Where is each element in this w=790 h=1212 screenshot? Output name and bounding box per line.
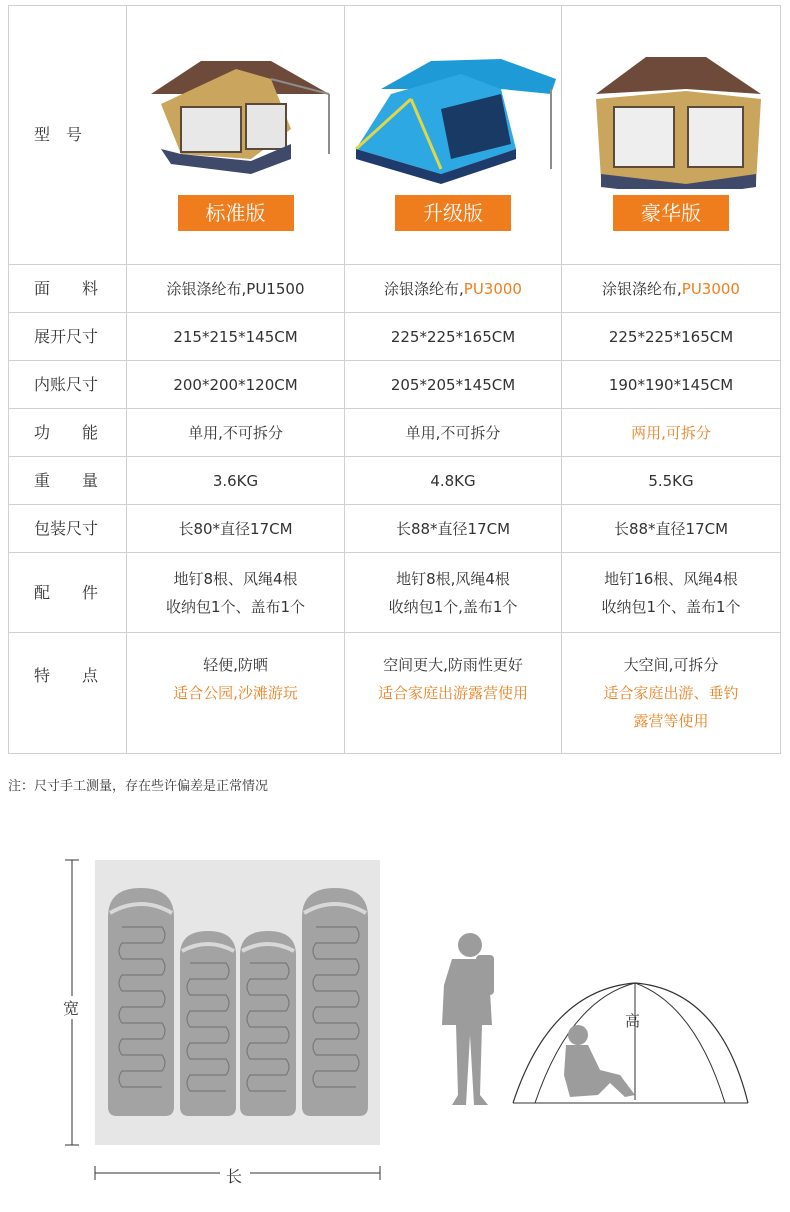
cell-text: 单用,不可拆分	[188, 423, 283, 442]
cell-text: 涂银涤纶布,PU1500	[166, 279, 305, 298]
version-standard	[127, 6, 345, 265]
cell-text: 200*200*120CM	[173, 375, 298, 394]
spec-cell	[127, 505, 345, 553]
cell-text: 地钉8根、风绳4根	[173, 569, 298, 588]
spec-row	[9, 505, 781, 553]
highlight-text: PU3000	[681, 279, 740, 298]
spec-row	[9, 633, 781, 754]
length-label: 长	[226, 1167, 243, 1186]
spec-cell	[562, 265, 781, 313]
cell-text: 5.5KG	[648, 471, 694, 490]
spec-cell	[562, 457, 781, 505]
row-label: 内账尺寸	[9, 361, 127, 409]
spec-row	[9, 553, 781, 633]
cell-text: 轻便,防晒	[203, 656, 268, 674]
tent-height-diagram	[430, 925, 760, 1115]
spec-cell	[127, 553, 345, 633]
cell-text: 225*225*165CM	[608, 327, 734, 346]
cell-text: 地钉8根,风绳4根	[396, 569, 510, 588]
cell-text: 长88*直径17CM	[395, 519, 511, 538]
row-label: 重 量	[9, 457, 127, 505]
spec-row	[9, 457, 781, 505]
version-deluxe-label: 豪华版	[613, 195, 729, 231]
cell-text: 收纳包1个、盖布1个	[165, 597, 306, 616]
cell-text: 大空间,可拆分	[623, 656, 719, 674]
version-upgrade	[345, 6, 562, 265]
tent-deluxe-image	[576, 49, 766, 189]
cell-text: 长88*直径17CM	[613, 519, 729, 538]
spec-cell	[127, 361, 345, 409]
spec-cell	[562, 633, 781, 754]
spec-row	[9, 265, 781, 313]
cell-text: 长80*直径17CM	[178, 519, 293, 538]
spec-cell	[345, 313, 562, 361]
row-label: 面 料	[9, 265, 127, 313]
cell-text: 空间更大,防雨性更好	[383, 656, 523, 674]
spec-cell	[127, 633, 345, 754]
spec-cell	[562, 553, 781, 633]
row-label: 特 点	[9, 633, 127, 754]
version-deluxe	[562, 6, 781, 265]
spec-row	[9, 313, 781, 361]
spec-cell	[345, 265, 562, 313]
cell-text: 215*215*145CM	[173, 327, 298, 346]
width-label: 宽	[63, 996, 79, 1019]
spec-row	[9, 409, 781, 457]
tent-standard-image	[141, 49, 331, 189]
highlight-text: 适合公园,沙滩游玩	[173, 684, 298, 702]
cell-text: 涂银涤纶布,	[602, 279, 682, 298]
cell-text: 地钉16根、风绳4根	[604, 569, 738, 588]
row-label: 包装尺寸	[9, 505, 127, 553]
sitting-person-figure	[564, 1025, 635, 1097]
spec-cell	[345, 409, 562, 457]
spec-cell	[562, 361, 781, 409]
spec-cell	[345, 553, 562, 633]
header-row	[9, 6, 781, 265]
tent-upgrade-image	[351, 49, 556, 189]
cell-text: 收纳包1个,盖布1个	[388, 597, 518, 616]
cell-text: 涂银涤纶布,	[384, 279, 464, 298]
standing-person-figure	[442, 933, 494, 1105]
cell-text: 190*190*145CM	[608, 375, 734, 394]
spec-cell	[562, 409, 781, 457]
height-label: 高	[625, 1012, 641, 1030]
spec-row	[9, 361, 781, 409]
spec-cell	[127, 313, 345, 361]
row-label: 功 能	[9, 409, 127, 457]
cell-text: 205*205*145CM	[390, 375, 516, 394]
highlight-text: 两用,可拆分	[631, 423, 711, 442]
version-standard-label: 标准版	[178, 195, 294, 231]
spec-cell	[345, 361, 562, 409]
row-label: 配 件	[9, 553, 127, 633]
spec-cell	[562, 505, 781, 553]
spec-table	[8, 5, 781, 754]
highlight-text: 适合家庭出游、垂钓	[603, 684, 739, 702]
row-label: 展开尺寸	[9, 313, 127, 361]
spec-cell	[127, 265, 345, 313]
spec-cell	[127, 409, 345, 457]
spec-cell	[345, 633, 562, 754]
highlight-text: 露营等使用	[633, 712, 709, 730]
spec-cell	[127, 457, 345, 505]
row-label-model: 型 号	[9, 6, 127, 265]
cell-text: 4.8KG	[430, 471, 476, 490]
cell-text: 收纳包1个、盖布1个	[601, 597, 741, 616]
spec-cell	[345, 457, 562, 505]
highlight-text: 适合家庭出游露营使用	[377, 684, 528, 702]
version-upgrade-label: 升级版	[395, 195, 511, 231]
spec-cell	[562, 313, 781, 361]
measurement-note: 注：尺寸手工测量，存在些许偏差是正常情况	[8, 779, 269, 794]
spec-cell	[345, 505, 562, 553]
cell-text: 225*225*165CM	[390, 327, 516, 346]
highlight-text: PU3000	[463, 279, 522, 298]
cell-text: 单用,不可拆分	[405, 423, 501, 442]
cell-text: 3.6KG	[212, 471, 259, 490]
sleeping-bag-diagram	[60, 855, 390, 1190]
